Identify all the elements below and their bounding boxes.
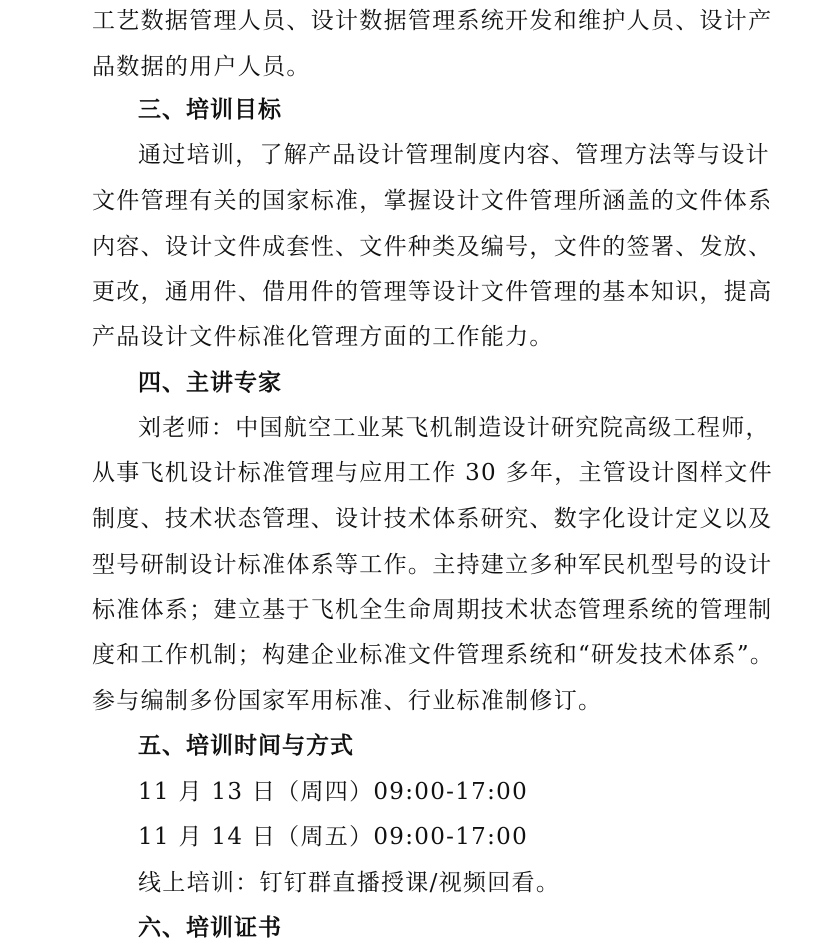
paragraph-line: 工艺数据管理人员、设计数据管理系统开发和维护人员、设计产 [92,8,773,34]
paragraph-line: 内容、设计文件成套性、文件种类及编号，文件的签署、发放、 [92,234,773,260]
section-heading-time-and-format: 五、培训时间与方式 [138,733,354,759]
paragraph-line: 产品设计文件标准化管理方面的工作能力。 [92,324,554,350]
section-heading-lecturer: 四、主讲专家 [138,370,282,396]
paragraph-line: 从事飞机设计标准管理与应用工作 30 多年，主管设计图样文件 [92,460,773,486]
paragraph-line: 制度、技术状态管理、设计技术体系研究、数字化设计定义以及 [92,506,773,532]
paragraph-line: 更改，通用件、借用件的管理等设计文件管理的基本知识，提高 [92,279,773,305]
paragraph-line: 通过培训，了解产品设计管理制度内容、管理方法等与设计 [138,142,770,168]
paragraph-line: 刘老师：中国航空工业某飞机制造设计研究院高级工程师， [138,415,770,441]
paragraph-line: 品数据的用户人员。 [92,54,311,80]
paragraph-line: 标准体系；建立基于飞机全生命周期技术状态管理系统的管理制 [92,597,773,623]
schedule-line: 11 月 14 日（周五）09:00-17:00 [138,824,529,850]
paragraph-line: 参与编制多份国家军用标准、行业标准制修订。 [92,688,603,714]
training-format-line: 线上培训：钉钉群直播授课/视频回看。 [138,870,561,896]
schedule-line: 11 月 13 日（周四）09:00-17:00 [138,779,529,805]
paragraph-line: 文件管理有关的国家标准，掌握设计文件管理所涵盖的文件体系 [92,188,773,214]
section-heading-certificate: 六、培训证书 [138,915,282,941]
paragraph-line: 型号研制设计标准体系等工作。主持建立多种军民机型号的设计 [92,552,773,578]
section-heading-training-goals: 三、培训目标 [138,97,282,123]
paragraph-line: 度和工作机制；构建企业标准文件管理系统和“研发技术体系”。 [92,642,775,668]
